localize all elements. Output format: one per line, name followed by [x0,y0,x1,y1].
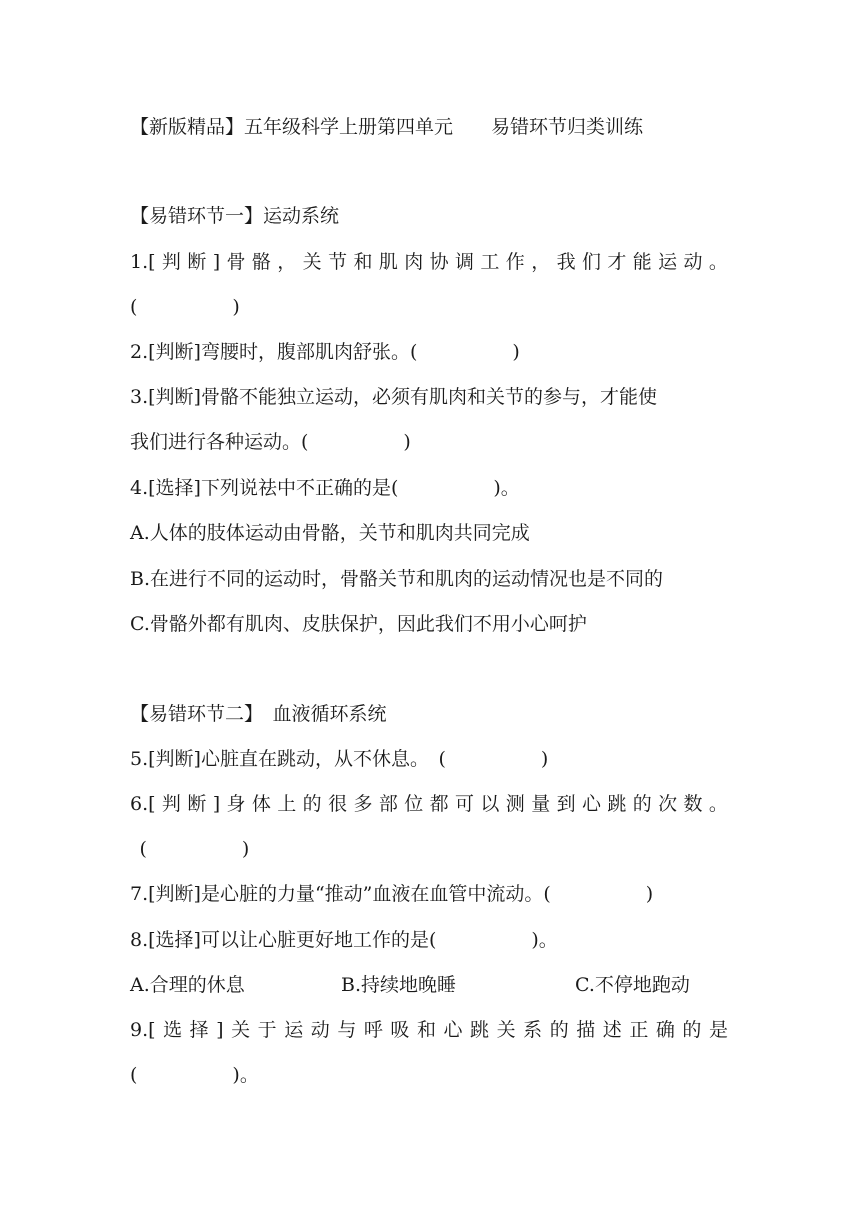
option-c: C.骨骼外都有肌肉、皮肤保护，因此我们不用小心呵护 [130,613,587,635]
question-8: 8.[选择]可以让心脏更好地工作的是( )。 [130,929,558,951]
option-a: A.合理的休息 [130,974,245,996]
option-c: C.不停地跑动 [575,974,690,996]
question-3-line-1: 3.[判断]骨骼不能独立运动，必须有肌肉和关节的参与，才能使 [130,386,657,408]
answer-blank: ( )。 [130,1064,259,1086]
question-4: 4.[选择]下列说祛中不正确的是( )。 [130,477,520,499]
question-7: 7.[判断]是心脏的力量“推动”血液在血管中流动。( ) [130,883,654,905]
document-title: 【新版精品】五年级科学上册第四单元 易错环节归类训练 [130,116,644,138]
question-8-options [130,972,728,998]
question-6: 6.[ 判 断 ] 身 体 上 的 很 多 部 位 都 可 以 测 量 到 心 跳 的 次 数 。 [130,793,728,815]
option-b: B.在进行不同的运动时，骨骼关节和肌肉的运动情况也是不同的 [130,568,664,590]
question-2: 2.[判断]弯腰时，腹部肌肉舒张。( ) [130,341,520,363]
question-5: 5.[判断]心脏直在跳动，从不休息。 ( ) [130,748,549,770]
answer-blank: ( ) [130,838,250,860]
section-1-heading: 【易错环节一】运动系统 [130,205,340,227]
answer-blank: ( ) [130,296,240,318]
section-2-heading: 【易错环节二】 血液循环系统 [130,703,387,725]
question-3-line-2: 我们进行各种运动。( ) [130,431,411,453]
option-a: A.人体的肢体运动由骨骼，关节和肌肉共同完成 [130,522,530,544]
option-b: B.持续地晚睡 [341,974,457,996]
question-1: 1.[ 判 断 ] 骨 骼 ， 关 节 和 肌 肉 协 调 工 作 ， 我 们 才 能 运 动 。 [130,251,728,273]
question-9: 9.[ 选 择 ] 关 于 运 动 与 呼 吸 和 心 跳 关 系 的 描 述 正 确 的 是 [130,1019,728,1041]
